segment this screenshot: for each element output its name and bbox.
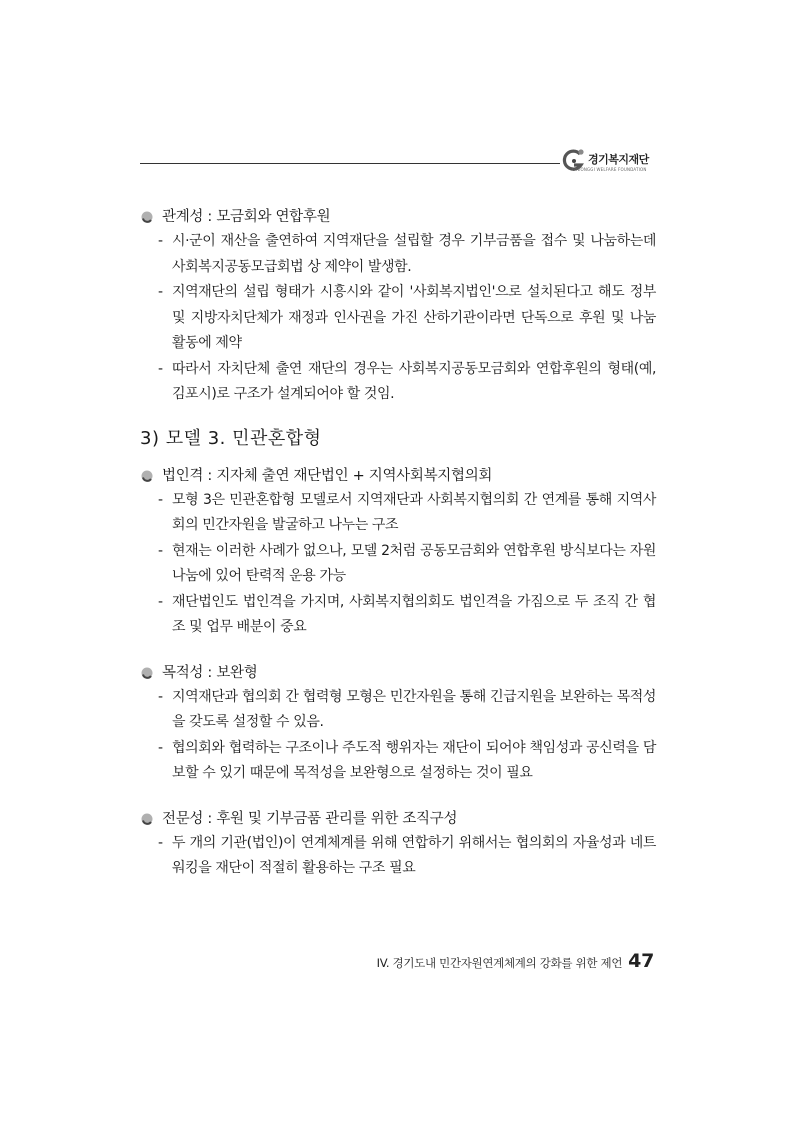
page-content: [140, 205, 656, 882]
list-item: - 두 개의 기관(법인)이 연계체계를 위해 연합하기 위해서는 협의회의 자율성과 네트워킹을 재단이 적절히 활용하는 구조 필요: [158, 834, 656, 876]
bullet-icon: [140, 210, 154, 224]
section-legal: [140, 464, 656, 641]
model-heading: 3) 모델 3. 민관혼합형: [140, 427, 322, 449]
logo-name: 경기복지재단: [588, 153, 649, 166]
section-title: 전문성 : 후원 및 기부금품 관리를 위한 조직구성: [140, 807, 656, 831]
section-title: 법인격 : 지자체 출연 재단법인 + 지역사회복지협의회: [140, 464, 656, 488]
list-item: - 협의회와 협력하는 구조이나 주도적 행위자는 재단이 되어야 책임성과 공신력을 담보할 수 있기 때문에 목적성을 보완형으로 설정하는 것이 필요: [158, 739, 656, 781]
list-item: - 현재는 이러한 사례가 없으나, 모델 2처럼 공동모금회와 연합후원 방식보다는 자원나눔에 있어 탄력적 운용 가능: [158, 542, 656, 584]
bullet-icon: [140, 469, 154, 483]
section-purpose: [140, 661, 656, 787]
list-item: - 따라서 자치단체 출연 재단의 경우는 사회복지공동모금회와 연합후원의 형태(예, 김포시)로 구조가 설계되어야 할 것임.: [158, 360, 656, 402]
list-item: - 지역재단의 설립 형태가 시흥시와 같이 '사회복지법인'으로 설치된다고 해도 정부 및 지방자치단체가 재정과 인사권을 가진 산하기관이라면 단독으로 후원 및 나눔 활동에 제약: [158, 284, 656, 351]
section-title: 관계성 : 모금회와 연합후원: [140, 205, 656, 229]
bullet-icon: [140, 812, 154, 826]
list-item: - 지역재단과 협의회 간 협력형 모형은 민간자원을 통해 긴급지원을 보완하는 목적성을 갖도록 설정할 수 있음.: [158, 688, 656, 730]
chapter-title: IV. 경기도내 민간자원연계체계의 강화를 위한 제언: [376, 956, 623, 970]
page-footer: [377, 950, 654, 972]
header-rule: [140, 163, 560, 164]
list-item: - 모형 3은 민관혼합형 모델로서 지역재단과 사회복지협의회 간 연계를 통해 지역사회의 민간자원을 발굴하고 나누는 구조: [158, 491, 656, 533]
list-item: - 재단법인도 법인격을 가지며, 사회복지협의회도 법인격을 가짐으로 두 조직 간 협조 및 업무 배분이 중요: [158, 593, 656, 635]
bullet-icon: [140, 666, 154, 680]
logo-subtitle: GYEONGGI WELFARE FOUNDATION: [572, 167, 647, 172]
page-number: 47: [628, 950, 654, 972]
list-item: - 시·군이 재산을 출연하여 지역재단을 설립할 경우 기부금품을 접수 및 나눔하는데 사회복지공동모급회법 상 제약이 발생함.: [158, 233, 656, 275]
section-title: 목적성 : 보완형: [140, 661, 656, 685]
section-relationship: [140, 205, 656, 408]
foundation-logo: [562, 148, 662, 178]
section-expertise: [140, 807, 656, 882]
